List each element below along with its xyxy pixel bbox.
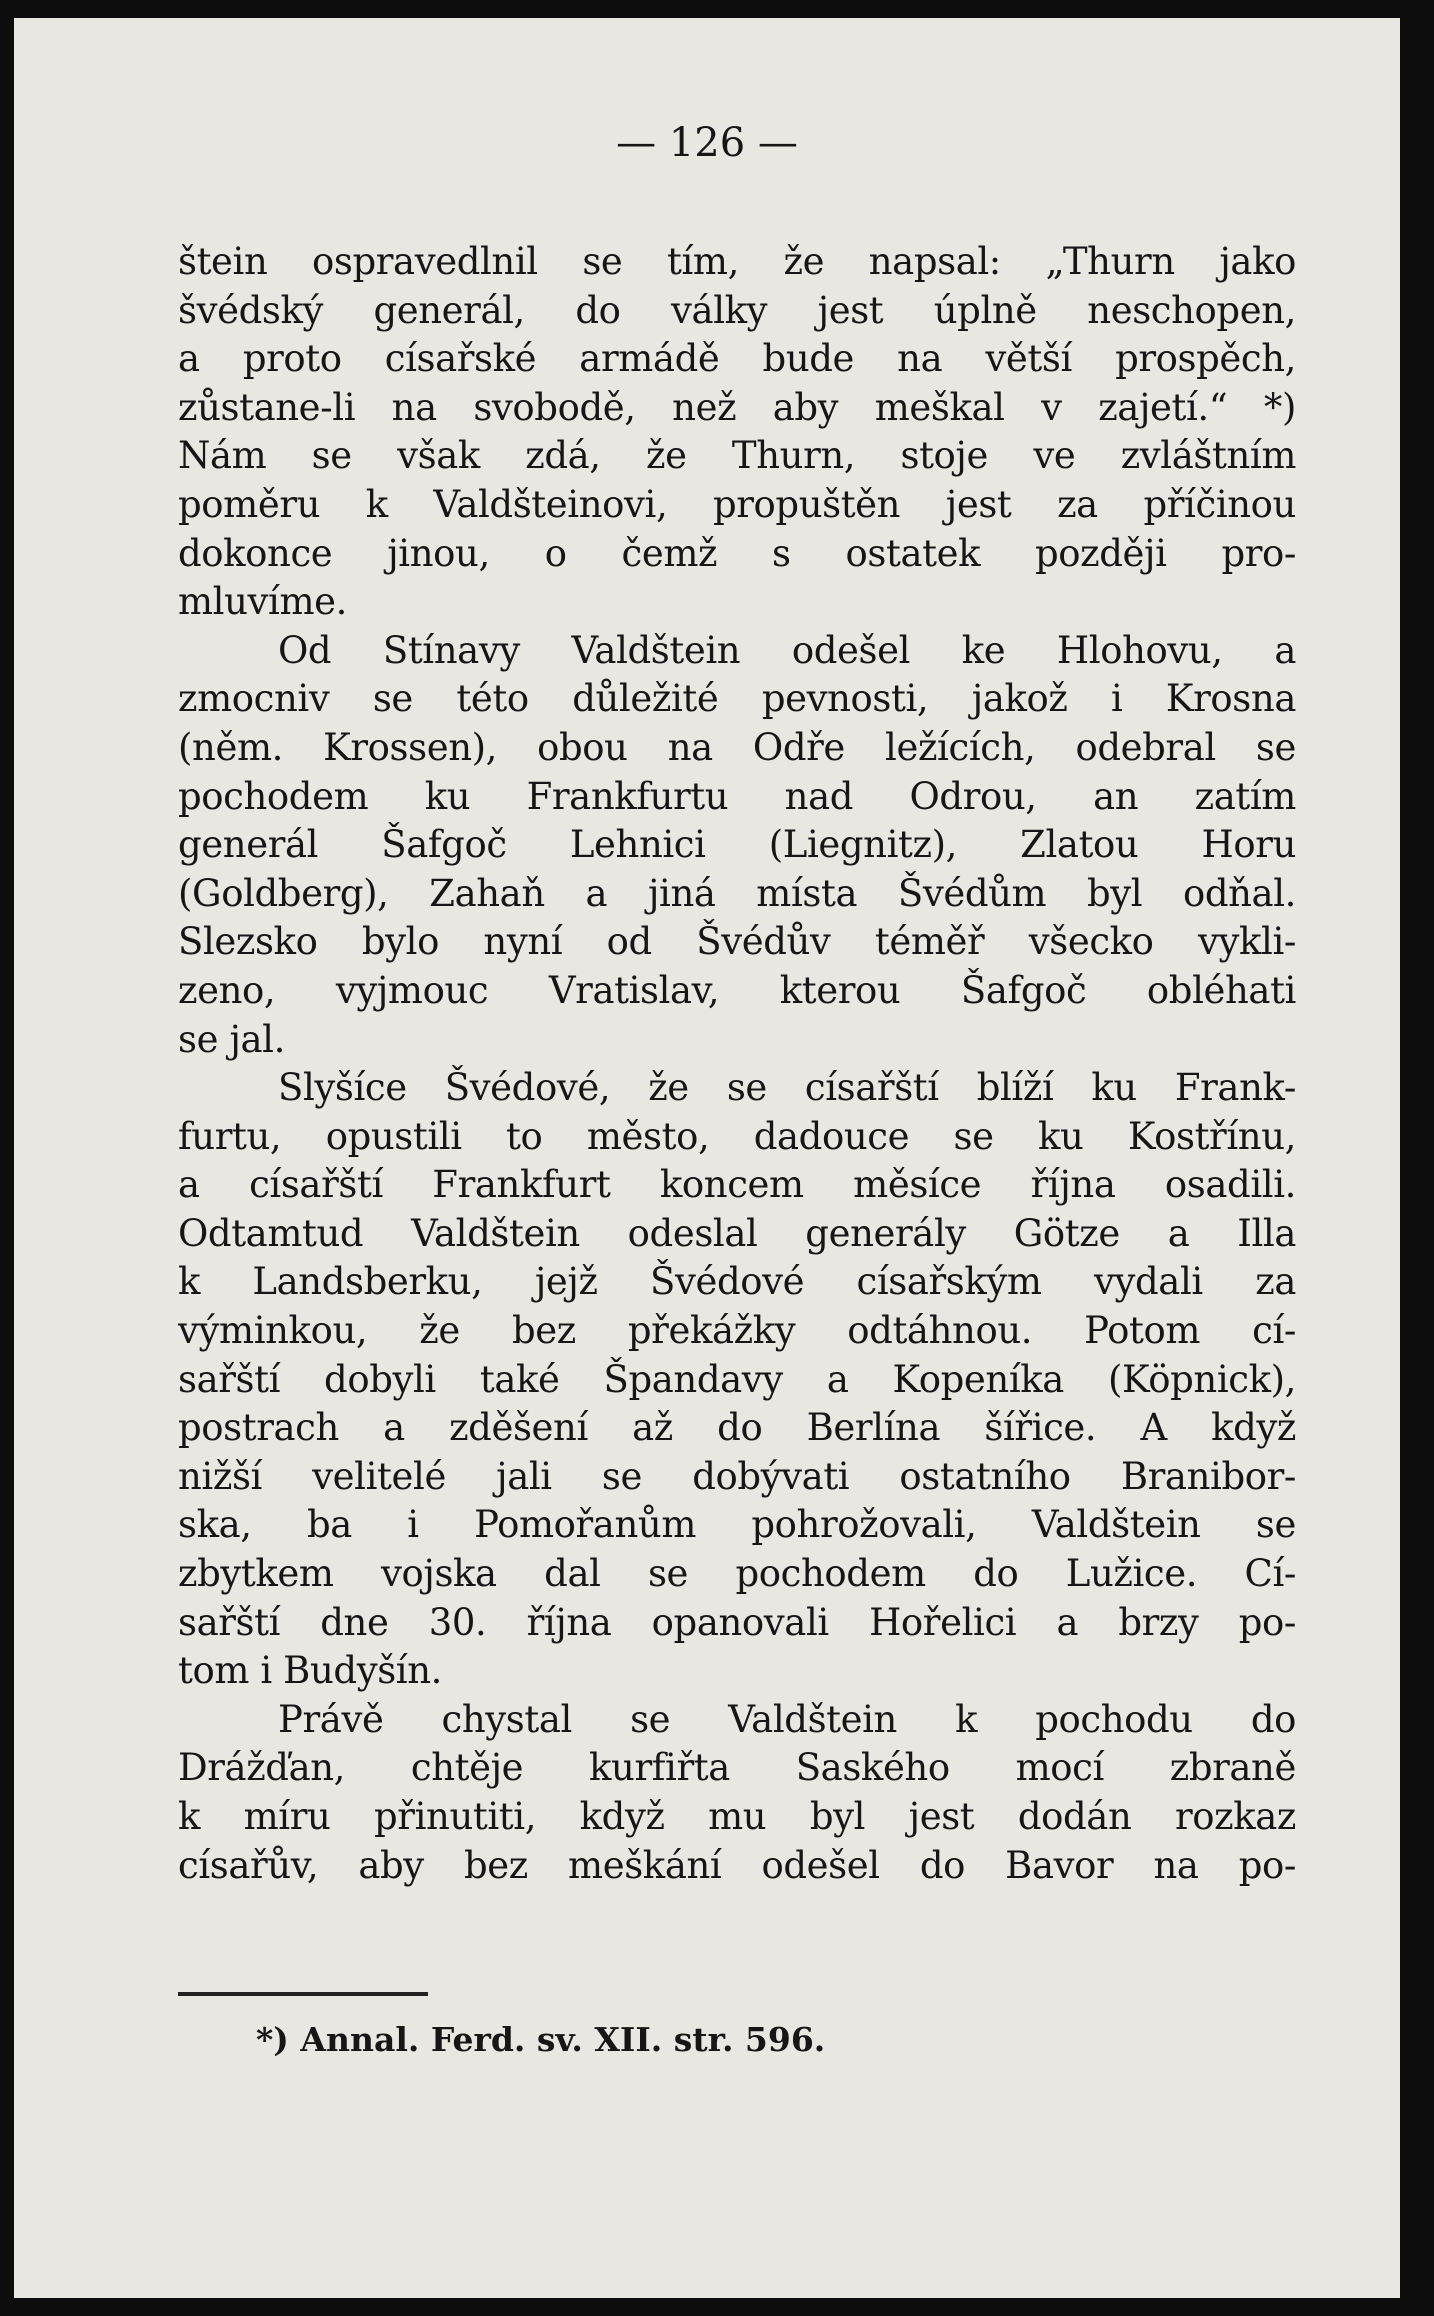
text-line: Odtamtud Valdštein odeslal generály Götze a Illa — [178, 1211, 1296, 1255]
book-page — [14, 18, 1400, 2298]
text-line: se jal. — [178, 1017, 285, 1061]
text-line: tom i Budyšín. — [178, 1649, 443, 1693]
footnote-rule — [178, 1992, 428, 1996]
text-line: švédský generál, do války jest úplně neschopen, — [178, 288, 1296, 332]
text-line: pochodem ku Frankfurtu nad Odrou, an zatím — [178, 774, 1296, 818]
text-line: (Goldberg), Zahaň a jiná místa Švédům byl odňal. — [178, 871, 1296, 915]
text-line: nižší velitelé jali se dobývati ostatního Branibor- — [178, 1454, 1296, 1498]
text-line: štein ospravedlnil se tím, že napsal: „Thurn jako — [178, 240, 1296, 283]
footnote: *) Annal. Ferd. sv. XII. str. 596. — [256, 2020, 826, 2059]
text-line: k míru přinutiti, když mu byl jest dodán rozkaz — [178, 1795, 1296, 1838]
text-line: (něm. Krossen), obou na Odře ležících, odebral se — [178, 725, 1296, 769]
text-line: a císařští Frankfurt koncem měsíce října osadili. — [178, 1163, 1296, 1207]
text-line: dokonce jinou, o čemž s ostatek později pro- — [178, 531, 1296, 575]
text-line: mluvíme. — [178, 580, 348, 624]
paragraph-start-line: Právě chystal se Valdštein k pochodu do — [278, 1697, 1296, 1741]
text-line: Drážďan, chtěje kurfiřta Saského mocí zbraně — [178, 1746, 1296, 1790]
page-number: — 126 — — [616, 120, 798, 166]
text-line: sařští dobyli také Špandavy a Kopeníka (Köpnick), — [178, 1357, 1296, 1401]
text-line: Slezsko bylo nyní od Švédův téměř všecko vykli- — [178, 920, 1296, 964]
text-line: postrach a zděšení až do Berlína šířice. A když — [178, 1406, 1296, 1450]
paragraph-start-line: Od Stínavy Valdštein odešel ke Hlohovu, a — [278, 628, 1296, 672]
text-line: k Landsberku, jejž Švédové císařským vydali za — [178, 1260, 1296, 1304]
text-line: ska, ba i Pomořanům pohrožovali, Valdštein se — [178, 1503, 1296, 1547]
text-line: Nám se však zdá, že Thurn, stoje ve zvláštním — [178, 434, 1296, 478]
text-line: zbytkem vojska dal se pochodem do Lužice. Cí- — [178, 1552, 1296, 1596]
text-line: a proto císařské armádě bude na větší prospěch, — [178, 337, 1296, 381]
text-line: furtu, opustili to město, dadouce se ku Kostřínu, — [178, 1114, 1296, 1158]
paragraph-start-line: Slyšíce Švédové, že se císařští blíží ku Frank- — [278, 1066, 1296, 1110]
text-line: výminkou, že bez překážky odtáhnou. Potom cí- — [178, 1309, 1296, 1353]
text-line: generál Šafgoč Lehnici (Liegnitz), Zlatou Horu — [178, 823, 1296, 867]
text-line: zeno, vyjmouc Vratislav, kterou Šafgoč obléhati — [178, 968, 1296, 1012]
text-line: zmocniv se této důležité pevnosti, jakož i Krosna — [178, 677, 1296, 721]
body-text — [178, 238, 1296, 1890]
text-line: zůstane-li na svobodě, než aby meškal v zajetí.“ *) — [178, 385, 1296, 429]
text-line: sařští dne 30. října opanovali Hořelici a brzy po- — [178, 1600, 1296, 1644]
text-line: císařův, aby bez meškání odešel do Bavor na po- — [178, 1843, 1296, 1887]
text-line: poměru k Valdšteinovi, propuštěn jest za příčinou — [178, 482, 1296, 526]
